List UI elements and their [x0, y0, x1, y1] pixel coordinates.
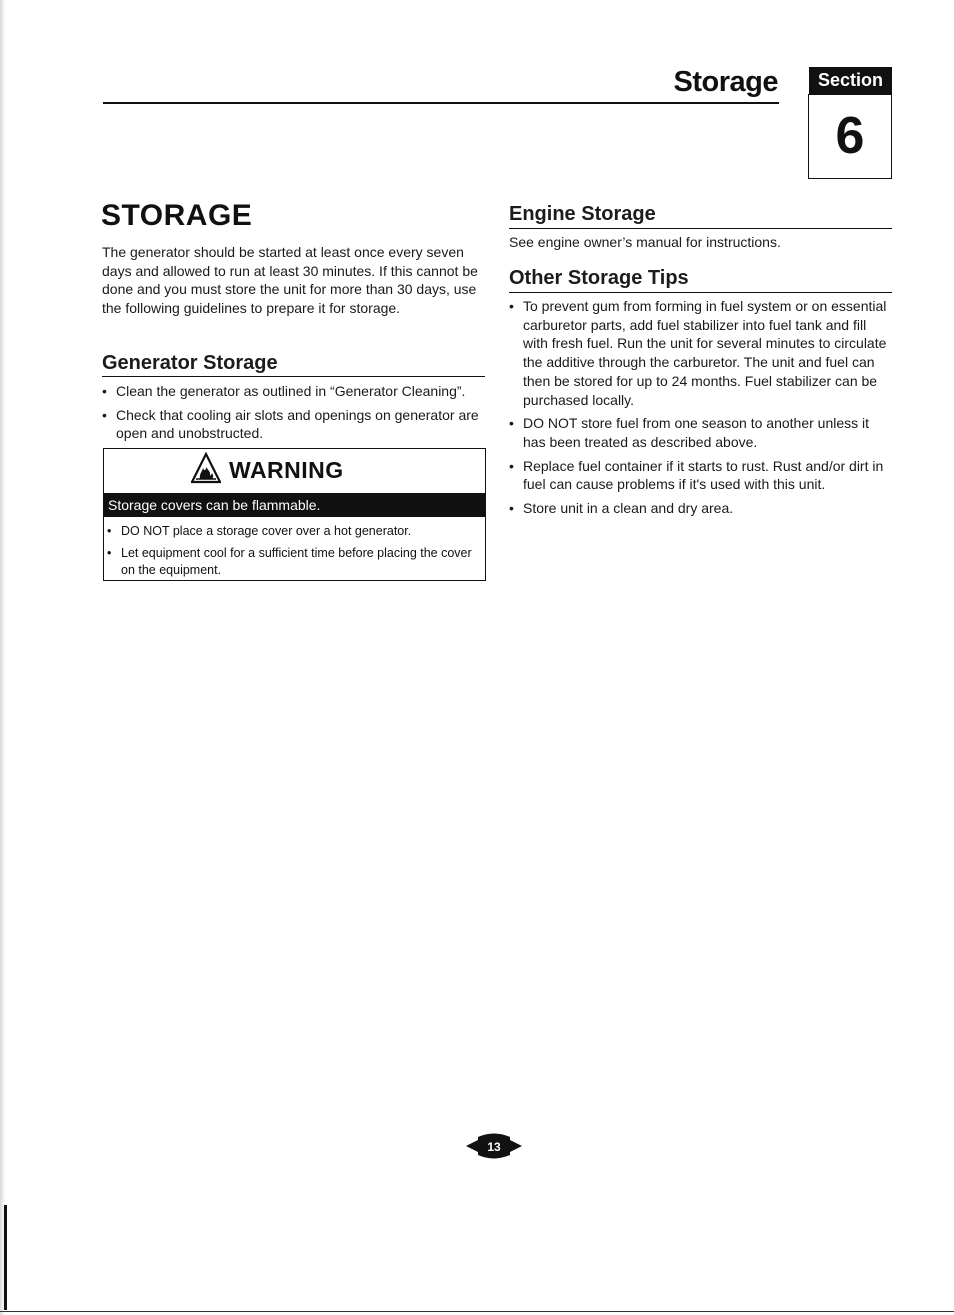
page-number: 13 [487, 1140, 501, 1154]
list-item: • To prevent gum from forming in fuel system or on essential carburetor parts, add fuel stabilizer into fuel tank and fill with fresh fuel. Run the unit for several minutes to circulate the additive through the carburetor. The unit and fuel can then be stored for up to 24 months. Fuel stabilizer can be purchased locally. [509, 297, 892, 409]
list-item: • Replace fuel container if it starts to rust. Rust and/or dirt in fuel can cause problems if it's used with this unit. [509, 457, 892, 494]
scan-edge-mark [4, 1205, 7, 1310]
section-number: 6 [808, 94, 892, 179]
list-item: • DO NOT place a storage cover over a hot generator. [107, 523, 477, 540]
warning-banner-text: Storage covers can be flammable. [108, 497, 321, 513]
list-item: • Store unit in a clean and dry area. [509, 499, 892, 518]
fire-warning-icon [191, 452, 221, 489]
warning-title: WARNING [229, 456, 344, 483]
page-bottom-edge [0, 1311, 954, 1312]
header-title: Storage [673, 66, 778, 98]
section-label: Section [809, 67, 892, 94]
warning-box [103, 448, 486, 581]
page-number-badge [464, 1131, 524, 1166]
engine-storage-text: See engine owner’s manual for instructions. [509, 234, 781, 250]
section-rule [102, 376, 485, 377]
list-item: • Clean the generator as outlined in “Generator Cleaning”. [102, 382, 487, 401]
generator-storage-list [102, 382, 487, 448]
other-tips-heading: Other Storage Tips [509, 267, 689, 289]
list-item: • Let equipment cool for a sufficient time before placing the cover on the equipment. [107, 545, 477, 579]
warning-banner [104, 493, 485, 517]
main-heading: STORAGE [101, 199, 253, 232]
header-rule [103, 102, 779, 104]
warning-list [107, 523, 477, 584]
page-badge-shape [464, 1131, 524, 1161]
engine-storage-heading: Engine Storage [509, 203, 656, 225]
scan-edge [0, 0, 6, 1315]
section-rule [509, 292, 892, 293]
list-item: • DO NOT store fuel from one season to another unless it has been treated as described above. [509, 414, 892, 451]
intro-paragraph: The generator should be started at least once every seven days and allowed to run at least 30 minutes. If this cannot be done and you must store the unit for more than 30 days, use the following guidelines to prepare it for storage. [102, 244, 478, 317]
section-rule [509, 228, 892, 229]
list-item: • Check that cooling air slots and openings on generator are open and unobstructed. [102, 406, 487, 443]
warning-header [191, 453, 344, 487]
generator-storage-heading: Generator Storage [102, 352, 278, 374]
other-tips-list [509, 297, 892, 523]
